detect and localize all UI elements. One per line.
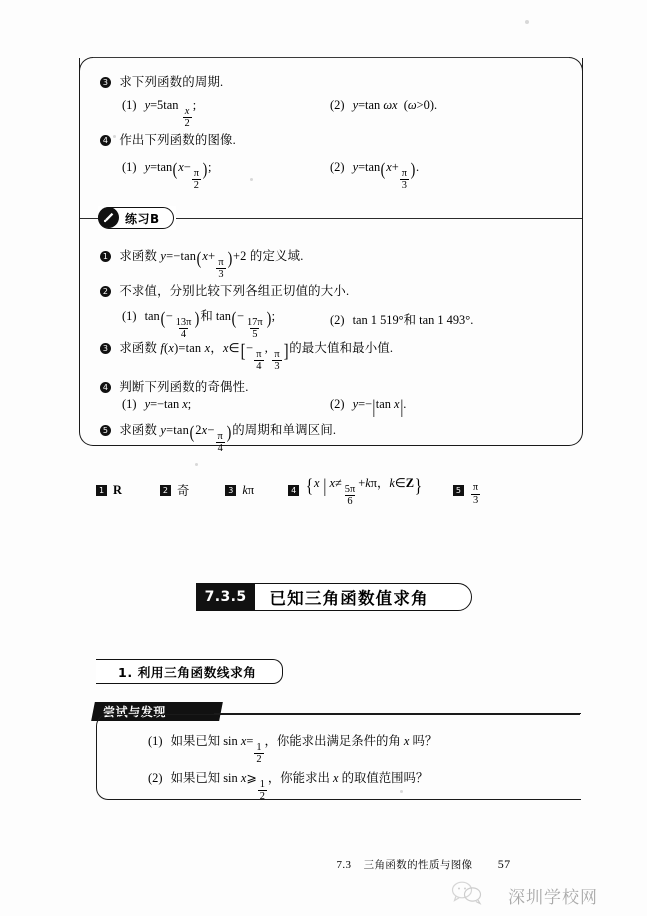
section-name: 已知三角函数值求角 [269,589,429,608]
paper-speck [195,463,198,466]
footer-section-number: 7.3 [336,859,352,871]
answer-value: {x | x≠ $\frac{5\pi}{6}$ +kπ，k∈Z} [306,475,423,508]
exercise-item-3-part-1 [122,98,196,129]
answer-5 [453,475,481,506]
exercise-item-3-part-2 [330,98,437,113]
item-bullet: 2 [100,286,111,297]
answer-value: kπ [242,482,255,497]
exercise-b-pill [98,207,174,229]
part-label: (2) [330,98,345,112]
part-label: (1) [122,98,137,112]
try-box-top-rule [214,713,581,714]
exercise-item-4-part-1 [122,160,211,191]
exercise-b-item-4-part-1 [122,397,191,412]
exercise-b-item-2-part-1 [122,306,275,340]
watermark [450,880,598,911]
part-expression: y=5tan $\frac{x}{2}$ ; [144,98,197,130]
part-expression: y=−tan x; [144,397,192,411]
page-footer [0,857,647,872]
answer-value: R [113,482,122,497]
answers-row [96,473,481,507]
question-label: (2) [148,771,163,785]
item-bullet: 4 [100,135,111,146]
watermark-text: 深圳学校网 [508,888,598,908]
item-stem: 求下列函数的周期. [119,75,224,89]
answer-value: $\frac{\pi}{3}$ [472,482,479,506]
part-label: (1) [122,160,137,174]
part-expression: y=tan(x+ $\frac{\pi}{3}$ ). [352,158,420,192]
answer-4 [288,473,423,507]
answer-value: 奇 [176,484,190,499]
item-stem: 求函数 f(x)=tan x，x∈[− $\frac{\pi}{4}$ , $\frac{\pi}{3}$ ]的最大值和最小值. [119,340,394,373]
pencil-badge-icon [98,207,119,228]
part-label: (2) [330,313,345,327]
answer-number: 1 [96,485,107,496]
exercise-item-4 [100,130,236,148]
part-expression: y=tan ωx (ω>0). [352,98,438,112]
exercise-item-3 [100,72,223,90]
try-question-2 [148,768,428,802]
item-stem: 作出下列函数的图像. [119,133,236,147]
exercise-box-top-rule [93,57,569,58]
footer-section-title: 三角函数的性质与图像 [363,859,473,871]
exercise-b-item-4-part-2 [330,396,407,418]
part-label: (1) [122,309,137,323]
exercise-b-item-5 [100,420,336,454]
exercise-b-label: 练习B [125,211,160,226]
item-bullet: 3 [100,77,111,88]
item-bullet: 5 [100,425,111,436]
answer-2 [160,481,189,499]
part-label: (2) [330,160,345,174]
try-question-1 [148,731,437,765]
part-label: (1) [122,397,137,411]
question-text: 如果已知 sin x⩾ $\frac{1}{2}$ ，你能求出 x 的取值范围吗？ [170,771,429,803]
subsection-label: 1. 利用三角函数线求角 [118,665,257,680]
item-stem: 判断下列函数的奇偶性. [119,380,249,394]
item-bullet: 4 [100,382,111,393]
question-label: (1) [148,734,163,748]
wechat-icon [450,880,484,911]
answer-number: 5 [453,485,464,496]
answer-number: 4 [288,485,299,496]
item-bullet: 3 [100,343,111,354]
item-stem: 求函数 y=tan(2x− $\frac{\pi}{4}$ )的周期和单调区间. [119,421,337,455]
answer-number: 3 [225,485,236,496]
item-bullet: 1 [100,251,111,262]
subsection-heading [96,659,283,684]
exercise-b-item-3 [100,338,393,372]
part-label: (2) [330,397,345,411]
exercise-b-tag [98,206,176,230]
answer-3 [225,483,254,498]
exercise-item-4-part-2 [330,160,419,191]
try-tag-label: 尝试与发现 [103,705,167,719]
part-expression: y=tan(x− $\frac{\pi}{2}$ ); [144,158,212,192]
paper-speck [525,20,529,24]
part-expression: tan(− $\frac{13\pi}{4}$ )和 tan(− $\frac{17\pi}{5}$ ); [144,307,276,341]
item-stem: 不求值，分别比较下列各组正切值的大小. [119,284,350,298]
item-stem: 求函数 y=−tan(x+ $\frac{\pi}{3}$ )+2 的定义域. [119,247,304,281]
exercise-b-item-1 [100,246,304,280]
exercise-b-item-2-part-2 [330,310,473,328]
exercise-b-item-4 [100,377,249,395]
part-expression: tan 1 519°和 tan 1 493°. [352,313,474,327]
section-title [196,583,472,611]
part-expression: y=−|tan x|. [352,396,407,418]
question-text: 如果已知 sin x= $\frac{1}{2}$ ，你能求出满足条件的角 x 吗？ [170,734,438,766]
answer-number: 2 [160,485,171,496]
page-number: 57 [497,857,511,871]
section-number: 7.3.5 [196,583,256,612]
exercise-b-item-2 [100,281,349,299]
answer-1 [96,483,122,498]
